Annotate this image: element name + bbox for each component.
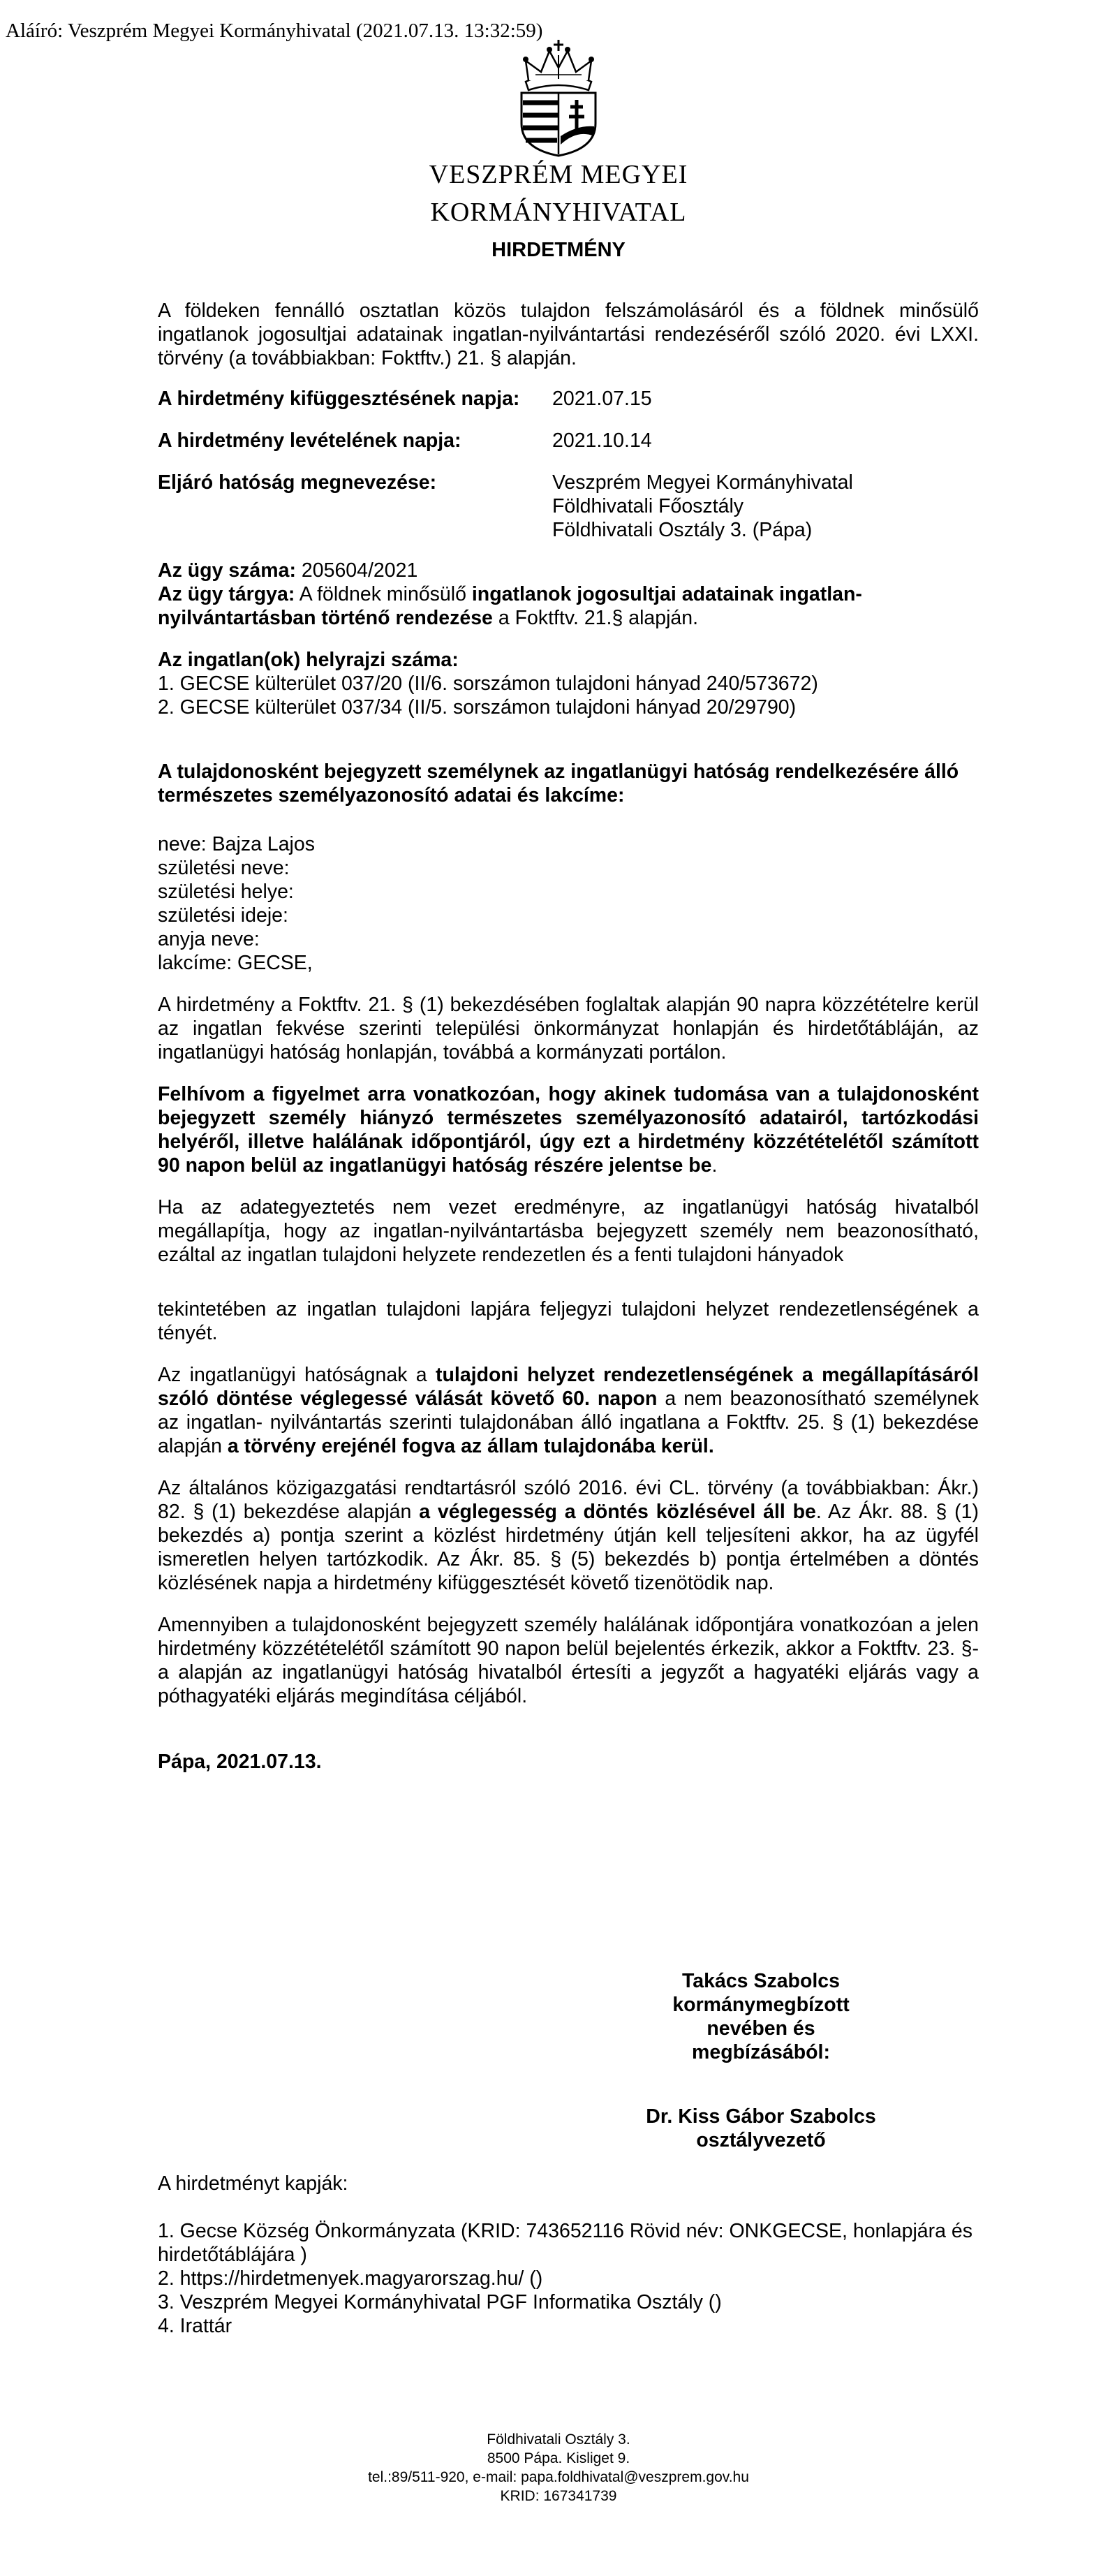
authority-row [158,471,979,542]
paragraph-text: . Az Ákr. 88. § (1) bekezdés a) pontja szerint a közlést hirdetmény útján kell teljesíteni akkor, ha az ügyfél ismeretlen helyen tartózkodik. Az Ákr. 85. § (5) bekezdés b) pontja értelmében a döntés közlésének napja a hirdetmény kifüggesztését követő tizenötödik nap. [158,1501,979,1594]
parcel-item: 1. GECSE külterület 037/20 (II/6. sorszámon tulajdoni hányad 240/573672) [158,672,818,695]
signature-line: kormánymegbízott [672,1994,850,2016]
authority-label: Eljáró hatóság megnevezése: [158,471,437,494]
signature-block-1 [614,1969,908,2064]
paragraph-bold: a törvény erejénél fogva az állam tulajdonába kerül. [227,1435,714,1457]
paragraph-text: Az általános közigazgatási rendtartásról szóló 2016. évi CL. törvény (a továbbiakban: Ákr.) 82. § (1) bekezdése alapján [158,1477,979,1523]
person-name: neve: Bajza Lajos [158,833,315,855]
recipients-label: A hirdetményt kapják: [158,2172,348,2195]
case-subject-text: A földnek minősülő [295,583,472,605]
case-subject [158,582,979,630]
document-body [158,299,979,1774]
parcel-item: 2. GECSE külterület 037/34 (II/5. sorszámon tulajdoni hányad 20/29790) [158,696,797,719]
signature-line: osztályvezető [696,2129,826,2151]
footer-line: KRID: 167341739 [500,2488,617,2504]
posted-date-row [158,387,979,411]
recipient-item: 4. Irattár [158,2315,232,2337]
org-name-line2: KORMÁNYHIVATAL [430,198,687,227]
signature-line: Takács Szabolcs [681,1970,840,1992]
case-number [158,559,979,582]
notice-paragraph [158,1082,979,1177]
authority-line: Földhivatali Osztály 3. (Pápa) [552,519,813,541]
footer-line: 8500 Pápa. Kisliget 9. [487,2450,630,2466]
recipient-item: 2. https://hirdetmenyek.magyarorszag.hu/ () [158,2267,543,2290]
person-birth-date: születési ideje: [158,904,288,927]
signature-line: nevében és [707,2017,815,2040]
notice-bold: Felhívom a figyelmet arra vonatkozóan, hogy akinek tudomása van a tulajdonosként bejegyzett személy hiányzó természetes személyazonosító adatairól, tartózkodási helyéről, illetve halálának időpontjáról, úgy ezt a hirdetmény közzétételétől számított 90 napon belül az ingatlanügyi hatóság részére jelentse be [158,1083,979,1177]
org-name-line1: VESZPRÉM MEGYEI [429,160,688,189]
authority-line: Földhivatali Főosztály [552,495,744,517]
case-number-label: Az ügy száma: [158,559,296,582]
place-date: Pápa, 2021.07.13. [158,1751,322,1773]
recipients-section [158,2172,979,2338]
document-title: HIRDETMÉNY [491,239,626,261]
person-details [158,832,979,975]
state-ownership-paragraph [158,1363,979,1458]
removed-date-row [158,429,979,452]
person-address: lakcíme: GECSE, [158,952,313,974]
legal-basis-paragraph [158,1476,979,1595]
person-birth-name: születési neve: [158,857,290,879]
recipient-item: 1. Gecse Község Önkormányzata (KRID: 743652116 Rövid név: ONKGECSE, honlapjára és hirdetőtáblájára ) [158,2220,972,2266]
paragraph-bold: a véglegesség a döntés közlésével áll be [419,1501,816,1523]
posted-date-value: 2021.07.15 [552,388,652,410]
notice-end: . [711,1154,718,1177]
signer-line: Aláíró: Veszprém Megyei Kormányhivatal (2021.07.13. 13:32:59) [6,20,543,42]
case-subject-bold: ingatlanok jogosultjai adatainak ingatlan-nyilvántartásban történő rendezése [158,583,862,629]
case-subject-label: Az ügy tárgya: [158,583,295,605]
case-subject-text: a Foktftv. 21.§ alapján. [492,607,699,629]
intro-paragraph: A földeken fennálló osztatlan közös tulajdon felszámolásáról és a földnek minősülő ingatlanok jogosultjai adatainak ingatlan-nyilvántartási rendezéséről szóló 2020. évi LXXI. törvény (a továbbiakban: Foktftv.) 21. § alapján. [158,300,979,369]
signature-line: Dr. Kiss Gábor Szabolcs [646,2105,876,2128]
authority-value [552,471,979,542]
paragraph-text: a nem beazonosítható személynek az ingatlan- nyilvántartás szerinti tulajdonában álló ingatlana a Foktftv. 25. § (1) bekezdése alapján [158,1388,979,1457]
coat-of-arms-icon [513,38,604,157]
footer-line: Földhivatali Osztály 3. [487,2431,630,2448]
removed-date-value: 2021.10.14 [552,429,652,452]
person-birth-place: születési helye: [158,881,294,903]
posted-date-label: A hirdetmény kifüggesztésének napja: [158,388,520,410]
authority-line: Veszprém Megyei Kormányhivatal [552,471,853,494]
paragraph-bold: tulajdoni helyzet rendezetlenségének a megállapításáról szóló döntése véglegessé válását követő 60. napon [158,1364,979,1410]
publication-paragraph: A hirdetmény a Foktftv. 21. § (1) bekezdésében foglaltak alapján 90 napra közzétételre kerül az ingatlan fekvése szerinti települési önkormányzat honlapján és hirdetőtábláján, az ingatlanügyi hatóság honlapján, továbbá a kormányzati portálon. [158,994,979,1063]
footer-line: tel.:89/511-920, e-mail: papa.foldhivatal@veszprem.gov.hu [368,2469,749,2485]
footer [0,2430,1117,2505]
reconciliation-paragraph: Ha az adategyeztetés nem vezet eredményre, az ingatlanügyi hatóság hivatalból megállapítja, hogy az ingatlan-nyilvántartásba bejegyzett személy nem beazonosítható, ezáltal az ingatlan tulajdoni helyzete rendezetlen és a fenti tulajdoni hányadok [158,1196,979,1266]
paragraph-text: Az ingatlanügyi hatóságnak a [158,1364,436,1386]
reconciliation-paragraph-cont: tekintetében az ingatlan tulajdoni lapjára feljegyzi tulajdoni helyzet rendezetlenségének a tényét. [158,1298,979,1344]
case-number-value: 205604/2021 [295,559,418,582]
parcels-label: Az ingatlan(ok) helyrajzi száma: [158,649,459,671]
recipient-item: 3. Veszprém Megyei Kormányhivatal PGF Informatika Osztály () [158,2291,722,2313]
signature-block-2 [614,2105,908,2152]
inheritance-paragraph: Amennyiben a tulajdonosként bejegyzett személy halálának időpontjára vonatkozóan a jelen hirdetmény közzétételétől számított 90 napon belül bejelentés érkezik, akkor a Foktftv. 23. §-a alapján az ingatlanügyi hatóság hivatalból értesíti a jegyzőt a hagyatéki eljárás vagy a póthagyatéki eljárás megindítása céljából. [158,1614,979,1707]
person-mother-name: anyja neve: [158,928,260,950]
person-heading: A tulajdonosként bejegyzett személynek az ingatlanügyi hatóság rendelkezésére álló természetes személyazonosító adatai és lakcíme: [158,760,959,807]
removed-date-label: A hirdetmény levételének napja: [158,429,461,452]
signature-line: megbízásából: [692,2041,830,2063]
